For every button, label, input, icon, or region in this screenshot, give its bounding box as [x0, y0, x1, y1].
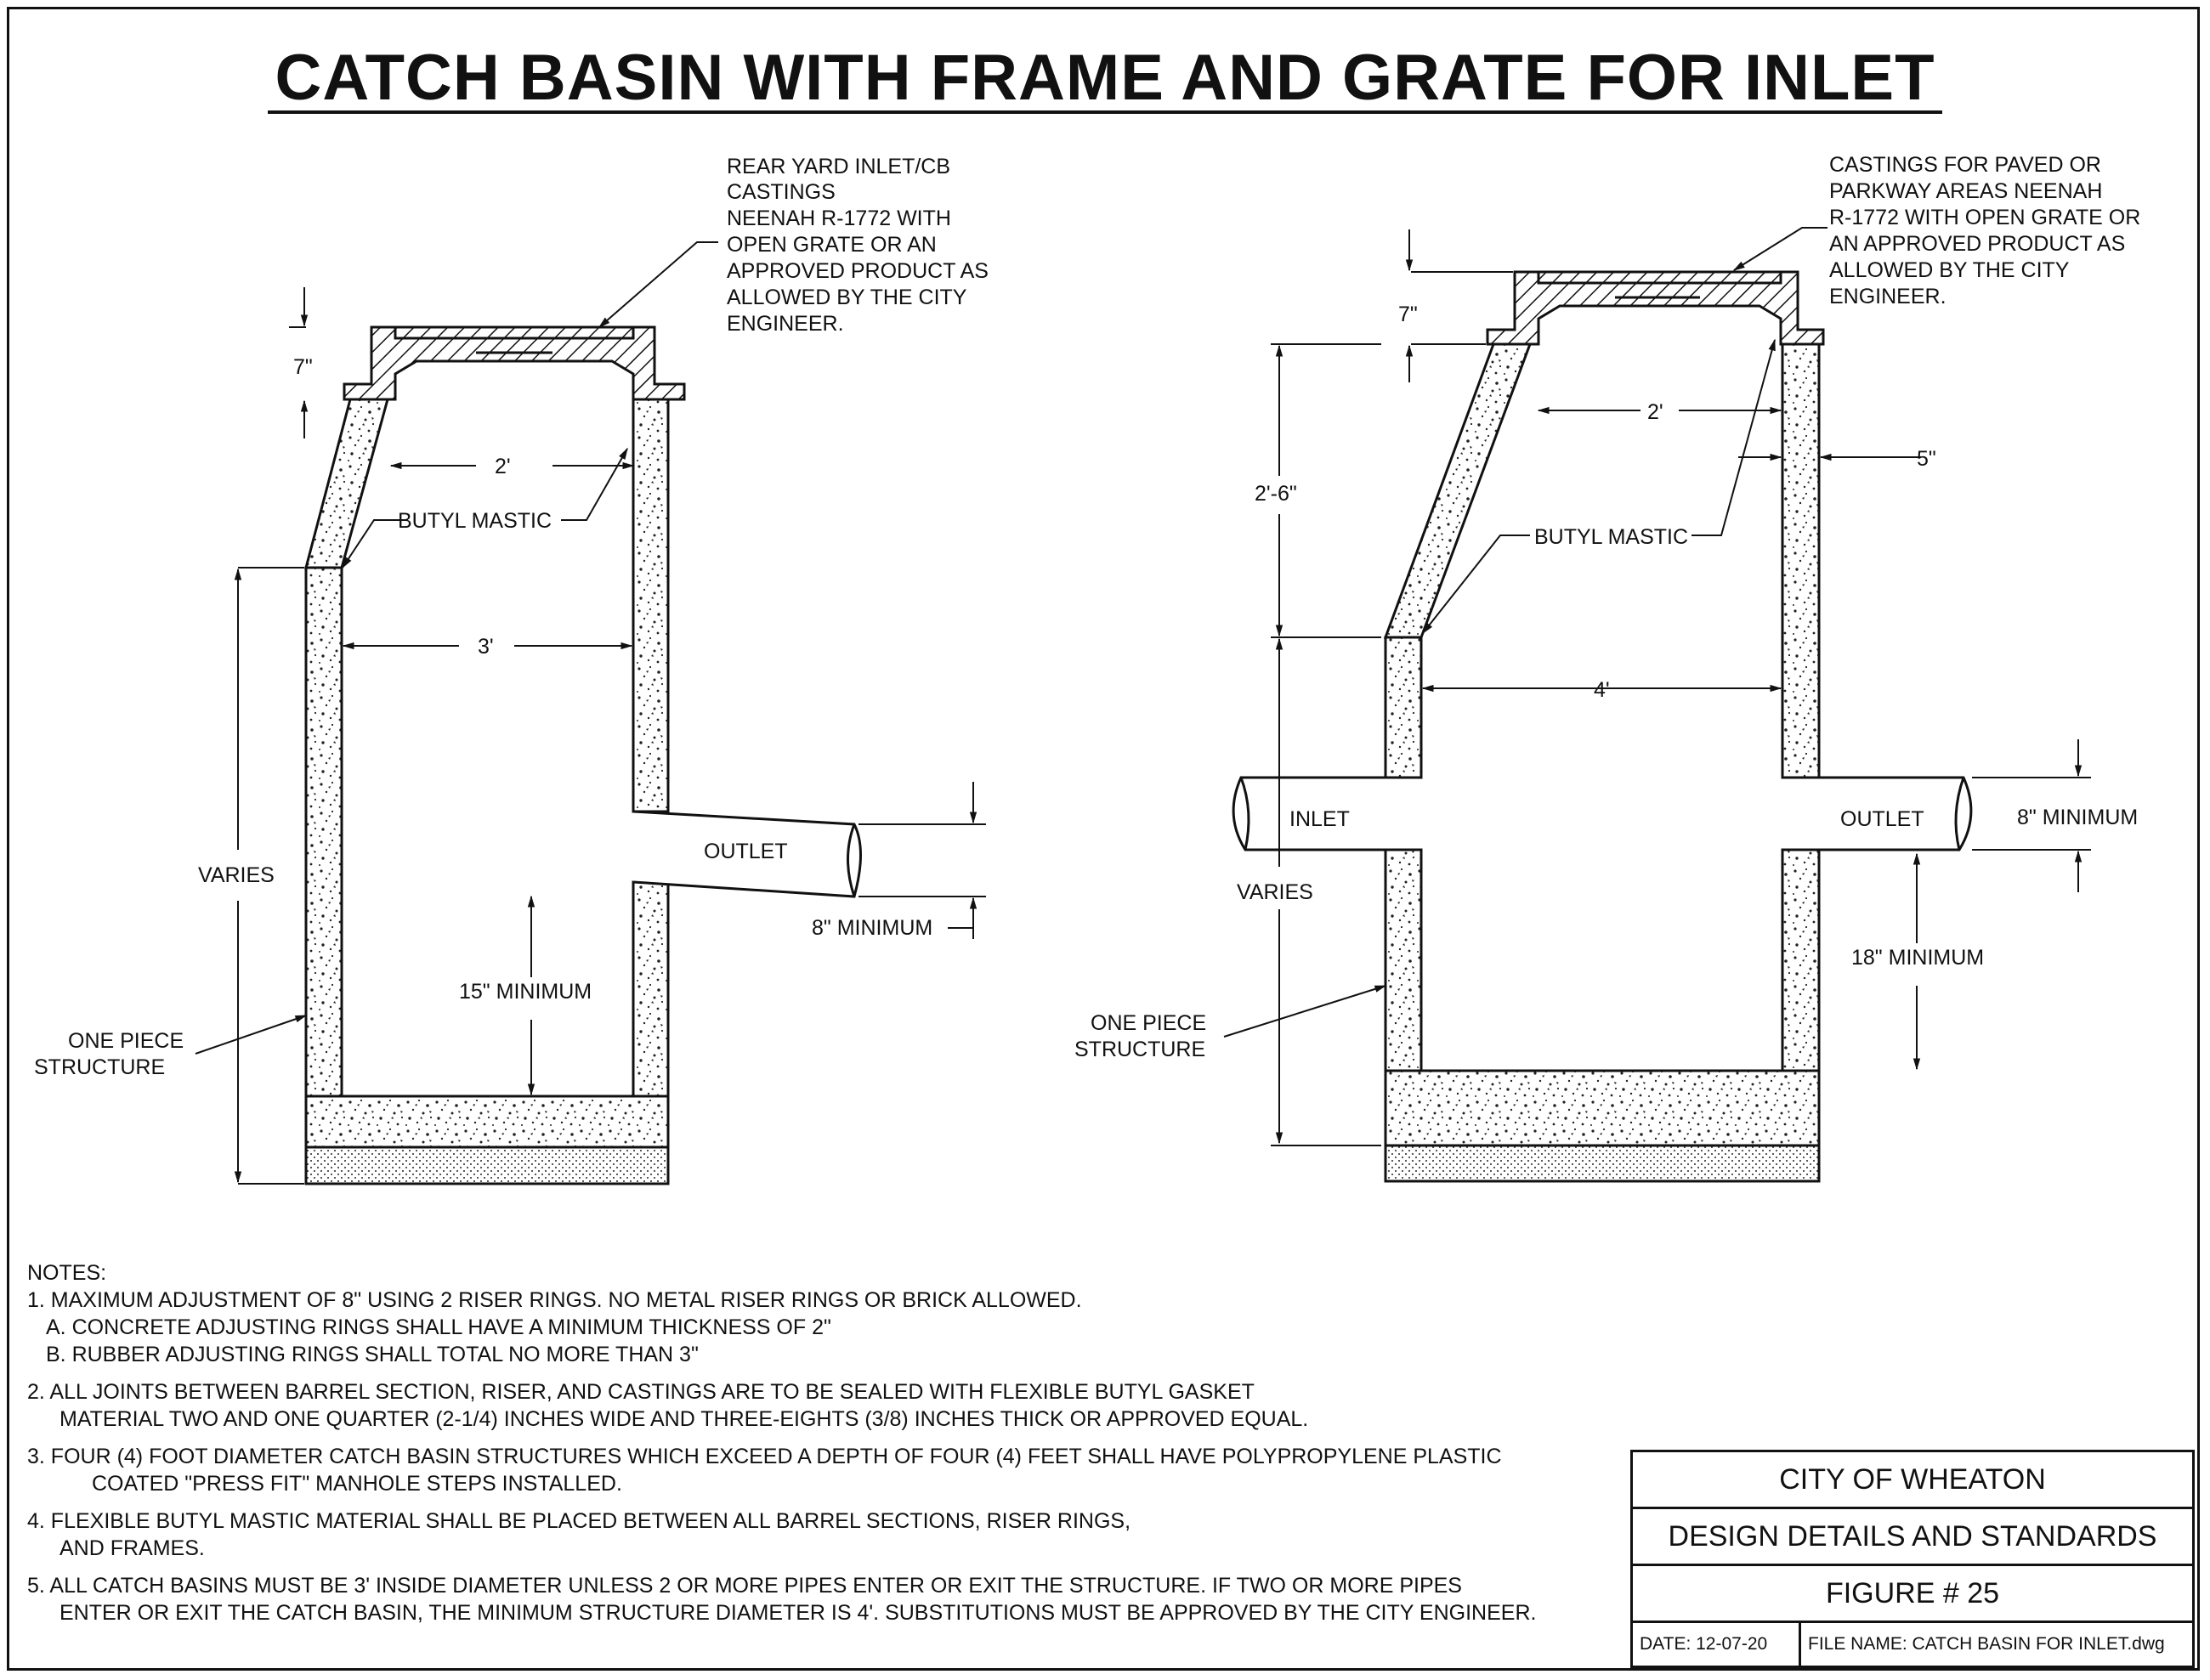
left-structure-wall-left — [306, 568, 342, 1096]
right-catch-basin-detail — [1233, 272, 1971, 1181]
note-1a: A. CONCRETE ADJUSTING RINGS SHALL HAVE A MINIMUM THICKNESS OF 2" — [46, 1315, 831, 1339]
left-castings-note-6: ALLOWED BY THE CITY — [727, 286, 967, 309]
left-castings-note-3: NEENAH R-1772 WITH — [727, 206, 951, 230]
right-structure-wall-right — [1782, 344, 1819, 778]
left-castings-note-2: CASTINGS — [727, 180, 836, 204]
right-dim-inside: 4' — [1594, 678, 1610, 702]
right-base-stone — [1386, 1145, 1819, 1181]
right-structure-label-1: ONE PIECE — [1091, 1011, 1207, 1035]
left-structure-wall-right — [633, 399, 668, 812]
left-dim-opening: 2' — [495, 455, 511, 478]
right-castings-note-6: ENGINEER. — [1829, 285, 1946, 308]
notes-heading: NOTES: — [27, 1261, 107, 1285]
left-base-stone — [306, 1147, 668, 1184]
drawing-title: CATCH BASIN WITH FRAME AND GRATE FOR INLET — [275, 42, 1935, 114]
right-outlet-label: OUTLET — [1840, 807, 1924, 831]
right-structure-wall-left — [1386, 637, 1421, 778]
right-castings-note-1: CASTINGS FOR PAVED OR — [1829, 153, 2101, 177]
right-base-slab — [1386, 1071, 1819, 1145]
left-structure-label-1: ONE PIECE — [68, 1029, 184, 1053]
left-base-slab — [306, 1096, 668, 1147]
left-castings-note-7: ENGINEER. — [727, 312, 844, 336]
title-block-series: DESIGN DETAILS AND STANDARDS — [1633, 1509, 2192, 1566]
right-dim-wall: 5" — [1917, 447, 1936, 471]
right-dim-sump: 18" MINIMUM — [1851, 946, 1985, 970]
note-3-cont: COATED "PRESS FIT" MANHOLE STEPS INSTALLED. — [92, 1472, 622, 1496]
left-structure-wall-right-lower — [633, 882, 668, 1096]
left-structure-label-2: STRUCTURE — [34, 1055, 166, 1079]
right-dim-cone: 2'-6" — [1255, 482, 1297, 506]
right-dim-frame: 7" — [1398, 303, 1418, 326]
left-outlet-label: OUTLET — [704, 840, 788, 863]
left-castings-note-1: REAR YARD INLET/CB — [727, 155, 951, 178]
left-varies-label: VARIES — [198, 863, 275, 887]
title-block — [1630, 1450, 2195, 1668]
right-castings-note-3: R-1772 WITH OPEN GRATE OR — [1829, 206, 2141, 229]
note-2-cont: MATERIAL TWO AND ONE QUARTER (2-1/4) INCHES WIDE AND THREE-EIGHTS (3/8) INCHES THICK OR APPROVED EQUAL. — [60, 1407, 1309, 1431]
left-dim-frame: 7" — [293, 355, 313, 379]
title-block-file: FILE NAME: CATCH BASIN FOR INLET.dwg — [1808, 1634, 2165, 1654]
note-1: 1. MAXIMUM ADJUSTMENT OF 8" USING 2 RISER RINGS. NO METAL RISER RINGS OR BRICK ALLOWED. — [27, 1288, 1082, 1312]
left-labels — [34, 155, 989, 1079]
note-5: 5. ALL CATCH BASINS MUST BE 3' INSIDE DIAMETER UNLESS 2 OR MORE PIPES ENTER OR EXIT THE STRUCTURE. IF TWO OR MORE PIPES — [27, 1574, 1462, 1598]
title-block-agency: CITY OF WHEATON — [1633, 1452, 2192, 1509]
note-3: 3. FOUR (4) FOOT DIAMETER CATCH BASIN STRUCTURES WHICH EXCEED A DEPTH OF FOUR (4) FEET SHALL HAVE POLYPROPYLENE PLASTIC — [27, 1445, 1502, 1468]
left-dim-inside: 3' — [478, 635, 494, 659]
note-1b: B. RUBBER ADJUSTING RINGS SHALL TOTAL NO MORE THAN 3" — [46, 1343, 699, 1366]
right-structure-label-2: STRUCTURE — [1074, 1038, 1206, 1061]
left-catch-basin-detail — [306, 327, 861, 1184]
title-block-figure: FIGURE # 25 — [1633, 1566, 2192, 1623]
note-4: 4. FLEXIBLE BUTYL MASTIC MATERIAL SHALL BE PLACED BETWEEN ALL BARREL SECTIONS, RISER RINGS, — [27, 1509, 1131, 1533]
right-inlet-label: INLET — [1289, 807, 1350, 831]
left-dim-sump: 15" MINIMUM — [459, 980, 592, 1004]
right-castings-note-4: AN APPROVED PRODUCT AS — [1829, 232, 2126, 256]
right-varies-label: VARIES — [1237, 880, 1313, 904]
left-castings-note-4: OPEN GRATE OR AN — [727, 233, 937, 257]
left-grate — [395, 327, 633, 338]
title-block-date: DATE: 12-07-20 — [1633, 1623, 1801, 1666]
right-castings-note-2: PARKWAY AREAS NEENAH — [1829, 179, 2103, 203]
note-5-cont: ENTER OR EXIT THE CATCH BASIN, THE MINIMUM STRUCTURE DIAMETER IS 4'. SUBSTITUTIONS MUST BE APPROVED BY THE CITY ENGINEER. — [60, 1601, 1537, 1625]
left-dim-min-pipe: 8" MINIMUM — [812, 916, 933, 940]
title-block-footer — [1633, 1623, 2192, 1666]
left-castings-note-5: APPROVED PRODUCT AS — [727, 259, 989, 283]
note-2: 2. ALL JOINTS BETWEEN BARREL SECTION, RISER, AND CASTINGS ARE TO BE SEALED WITH FLEXIBLE BUTYL GASKET — [27, 1380, 1255, 1404]
right-grate — [1538, 272, 1781, 283]
notes-block — [27, 1259, 1600, 1626]
right-butyl-label: BUTYL MASTIC — [1534, 525, 1689, 549]
note-4-cont: AND FRAMES. — [60, 1536, 205, 1560]
right-cone-section — [1386, 344, 1530, 637]
right-dim-opening: 2' — [1647, 400, 1663, 424]
right-castings-note-5: ALLOWED BY THE CITY — [1829, 258, 2070, 282]
right-structure-wall-right-lower — [1782, 850, 1819, 1071]
left-butyl-label: BUTYL MASTIC — [398, 509, 552, 533]
right-structure-wall-left-lower — [1386, 850, 1421, 1071]
left-cone-section — [306, 399, 388, 568]
right-dimensions — [1224, 228, 2091, 1145]
right-dim-min-pipe: 8" MINIMUM — [2017, 806, 2139, 829]
